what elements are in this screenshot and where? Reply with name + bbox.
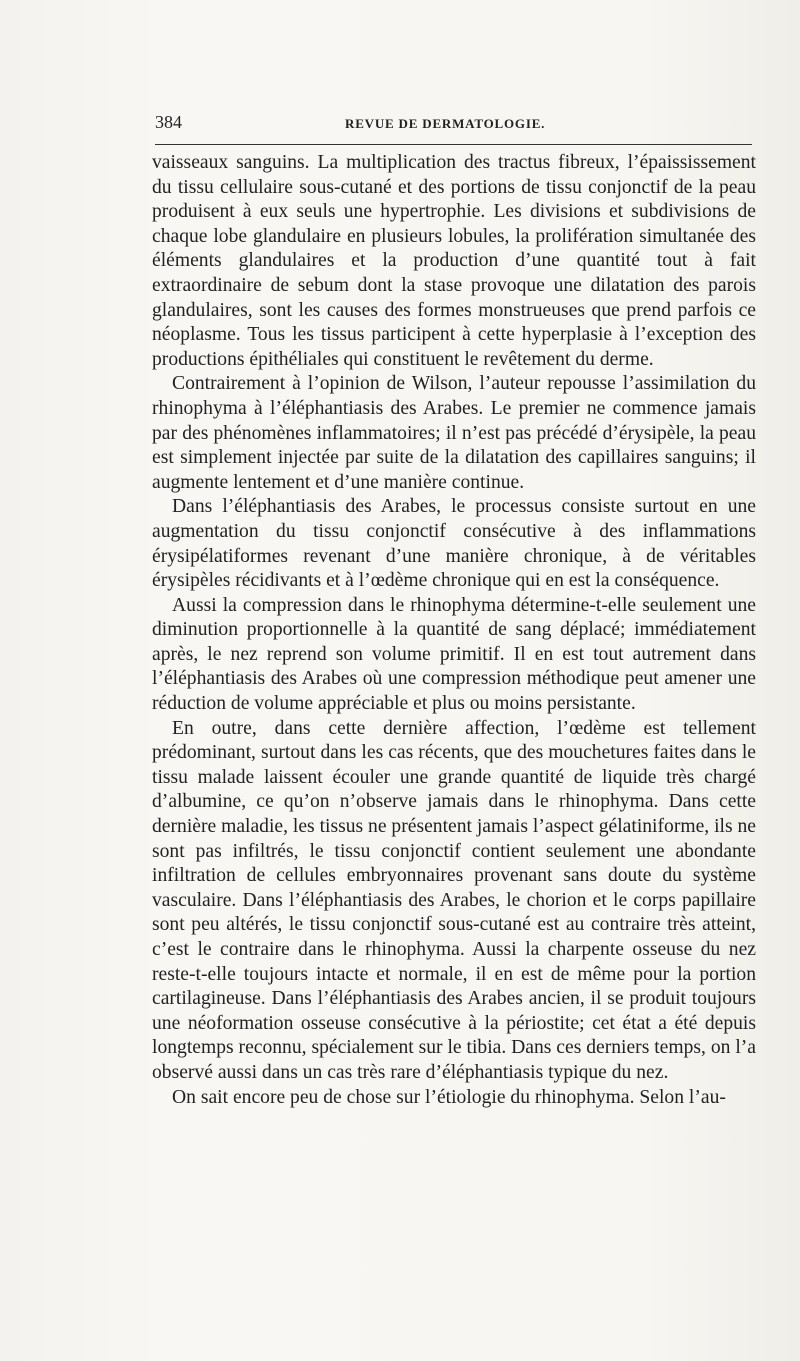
paragraph: En outre, dans cette dernière affection, l’œdème est tellement prédominant, surtout dans les cas récents, que des mouchetures faites dans le tissu malade laissent écouler une grande quantité de liquide très chargé d’albumine, ce qu’on n’observe jamais dans le rhinophyma. Dans cette dernière maladie, les tissus ne présentent jamais l’aspect gélatiniforme, ils ne sont pas infiltrés, le tissu conjonctif contient seulement une abondante infiltration de cellules embryonnaires provenant sans doute du système vasculaire. Dans l’éléphantiasis des Arabes, le chorion et le corps papillaire sont peu altérés, le tissu conjonctif sous-cutané est au contraire très atteint, c’est le contraire dans le rhinophyma. Aussi la charpente osseuse du nez reste-t-elle toujours intacte et normale, il en est de même pour la portion cartilagineuse. Dans l’éléphantiasis des Arabes ancien, il se produit toujours une néoformation osseuse consécutive à la périostite; cet état a été depuis longtemps reconnu, spécialement sur le tibia. Dans ces derniers temps, on l’a observé aussi dans un cas très rare d’éléphantiasis typique du nez. [152, 717, 756, 1083]
body-text [152, 151, 756, 1110]
paragraph: Dans l’éléphantiasis des Arabes, le processus consiste surtout en une augmentation du tissu conjonctif consécutive à des inflammations érysipélatiformes revenant d’une manière chronique, à de véritables érysipèles récidivants et à l’œdème chronique qui en est la conséquence. [152, 496, 756, 592]
running-title: REVUE DE DERMATOLOGIE. [345, 116, 546, 131]
page-header [155, 104, 752, 138]
paragraph-continuation: vaisseaux sanguins. La multiplication des tractus fibreux, l’épaississement du tissu cellulaire sous-cutané et des portions de tissu conjonctif de la peau produisent à eux seuls une hypertrophie. Les divisions et subdivisions de chaque lobe glandulaire en plusieurs lobules, la prolifération simultanée des éléments glandulaires et la production d’une quantité tout à fait extraordinaire de sebum dont la stase provoque une dilatation des parois glandulaires, sont les causes des formes monstrueuses que prend parfois ce néoplasme. Tous les tissus participent à cette hyperplasie à l’exception des productions épithéliales qui constituent le revêtement du derme. [152, 152, 756, 370]
paragraph: Aussi la compression dans le rhinophyma détermine-t-elle seulement une diminution proportionnelle à la quantité de sang déplacé; immédiatement après, le nez reprend son volume primitif. Il en est tout autrement dans l’éléphantiasis des Arabes où une compression méthodique peut amener une réduction de volume appréciable et plus ou moins persistante. [152, 594, 756, 715]
paragraph: On sait encore peu de chose sur l’étiologie du rhinophyma. Selon l’au- [172, 1086, 726, 1108]
page-number: 384 [155, 112, 182, 132]
paragraph: Contrairement à l’opinion de Wilson, l’auteur repousse l’assimilation du rhinophyma à l’éléphantiasis des Arabes. Le premier ne commence jamais par des phénomènes inflammatoires; il n’est pas précédé d’érysipèle, la peau est simplement injectée par suite de la dilatation des capillaires sanguins; il augmente lentement et d’une manière continue. [152, 373, 756, 493]
header-rule [155, 144, 752, 145]
